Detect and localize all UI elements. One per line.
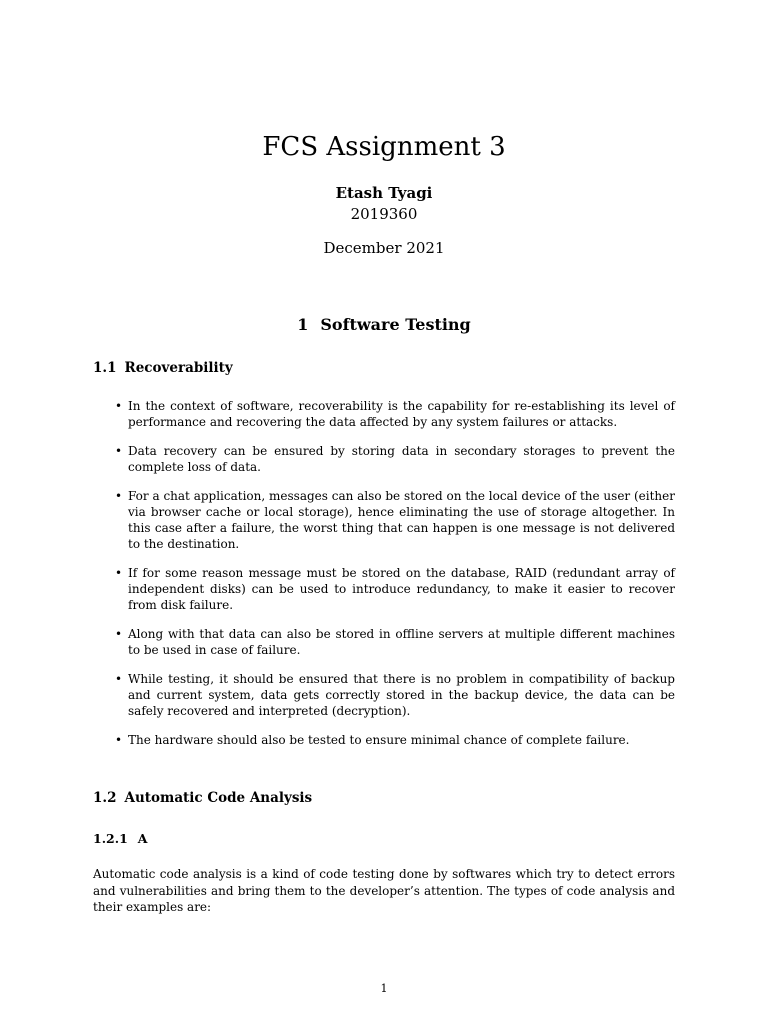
roll-number: 2019360: [350, 205, 418, 223]
list-item: [93, 671, 675, 719]
subsubsection-heading-a: [93, 830, 148, 848]
bullet-icon: •: [115, 489, 123, 503]
subsection-heading-recoverability: [93, 359, 233, 377]
bullet-icon: •: [115, 627, 123, 641]
subsection-number: 1.2: [93, 790, 117, 806]
list-item-text: If for some reason message must be stored on the database, RAID (redundant array of independent disks) can be used to introduce redundancy, to make it easier to recover from disk failure.: [128, 566, 675, 612]
subsection-title-text: Automatic Code Analysis: [124, 790, 313, 806]
author-name: Etash Tyagi: [335, 184, 433, 202]
list-item: [93, 732, 675, 748]
bullet-icon: •: [115, 399, 123, 413]
code-analysis-paragraph: Automatic code analysis is a kind of code testing done by softwares which try to detect errors and vulnerabilities and bring them to the developer’s attention. The types of code analysis and their examples are:: [93, 867, 675, 914]
subsection-title-text: Recoverability: [124, 360, 233, 376]
bullet-icon: •: [115, 444, 123, 458]
list-item-text: The hardware should also be tested to ensure minimal chance of complete failure.: [128, 733, 630, 747]
bullet-icon: •: [115, 733, 123, 747]
list-item: [93, 398, 675, 430]
subsection-number: 1.1: [93, 360, 117, 376]
list-item-text: Along with that data can also be stored in offline servers at multiple different machines to be used in case of failure.: [128, 627, 675, 657]
bullet-icon: •: [115, 566, 123, 580]
recoverability-bullet-list: [93, 398, 675, 761]
bullet-icon: •: [115, 672, 123, 686]
section-title-text: Software Testing: [320, 315, 471, 334]
list-item: [93, 488, 675, 552]
document-date: December 2021: [323, 239, 445, 257]
document-title: FCS Assignment 3: [262, 132, 506, 162]
list-item-text: Data recovery can be ensured by storing data in secondary storages to prevent the complete loss of data.: [128, 444, 675, 474]
list-item: [93, 565, 675, 613]
list-item-text: In the context of software, recoverability is the capability for re-establishing its level of performance and recovering the data affected by any system failures or attacks.: [128, 399, 675, 429]
section-heading-software-testing: [0, 314, 768, 336]
subsubsection-number: 1.2.1: [93, 831, 128, 846]
list-item-text: For a chat application, messages can also be stored on the local device of the user (either via browser cache or local storage), hence eliminating the use of storage altogether. In this case after a failure, the worst thing that can happen is one message is not delivered to the destination.: [128, 489, 675, 551]
list-item: [93, 626, 675, 658]
subsubsection-title-text: A: [137, 831, 148, 846]
subsection-heading-automatic-code-analysis: [93, 789, 312, 807]
list-item: [93, 443, 675, 475]
section-number: 1: [297, 315, 309, 334]
page-number: 1: [380, 982, 388, 995]
list-item-text: While testing, it should be ensured that there is no problem in compatibility of backup and current system, data gets correctly stored in the backup device, the data can be safely recovered and interpreted (decryption).: [128, 672, 675, 718]
